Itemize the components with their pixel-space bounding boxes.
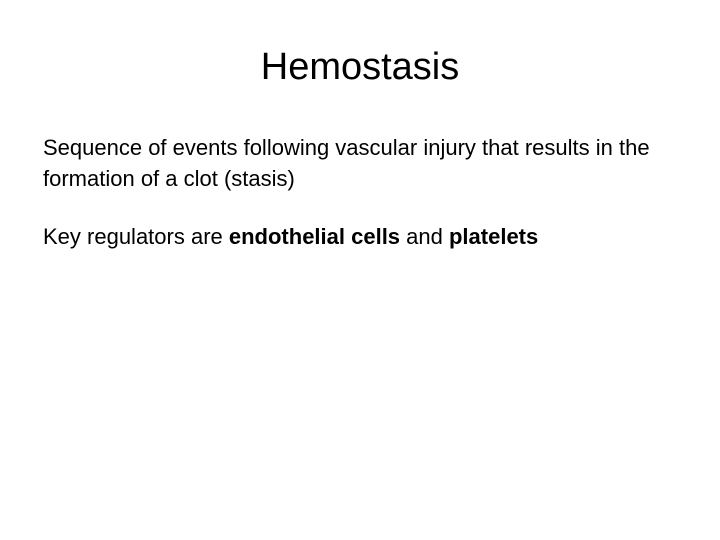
slide-title: Hemostasis	[260, 46, 460, 88]
definition-paragraph: Sequence of events following vascular injury that results in the formation of a clot (stasis)	[43, 135, 650, 191]
term-endothelial-cells: endothelial cells	[228, 224, 401, 249]
key-regulators-prefix: Key regulators are	[43, 224, 229, 249]
slide-body	[43, 132, 663, 252]
term-platelets: platelets	[448, 224, 539, 249]
key-regulators-paragraph	[43, 221, 663, 252]
key-regulators-conjunction: and	[400, 224, 449, 249]
